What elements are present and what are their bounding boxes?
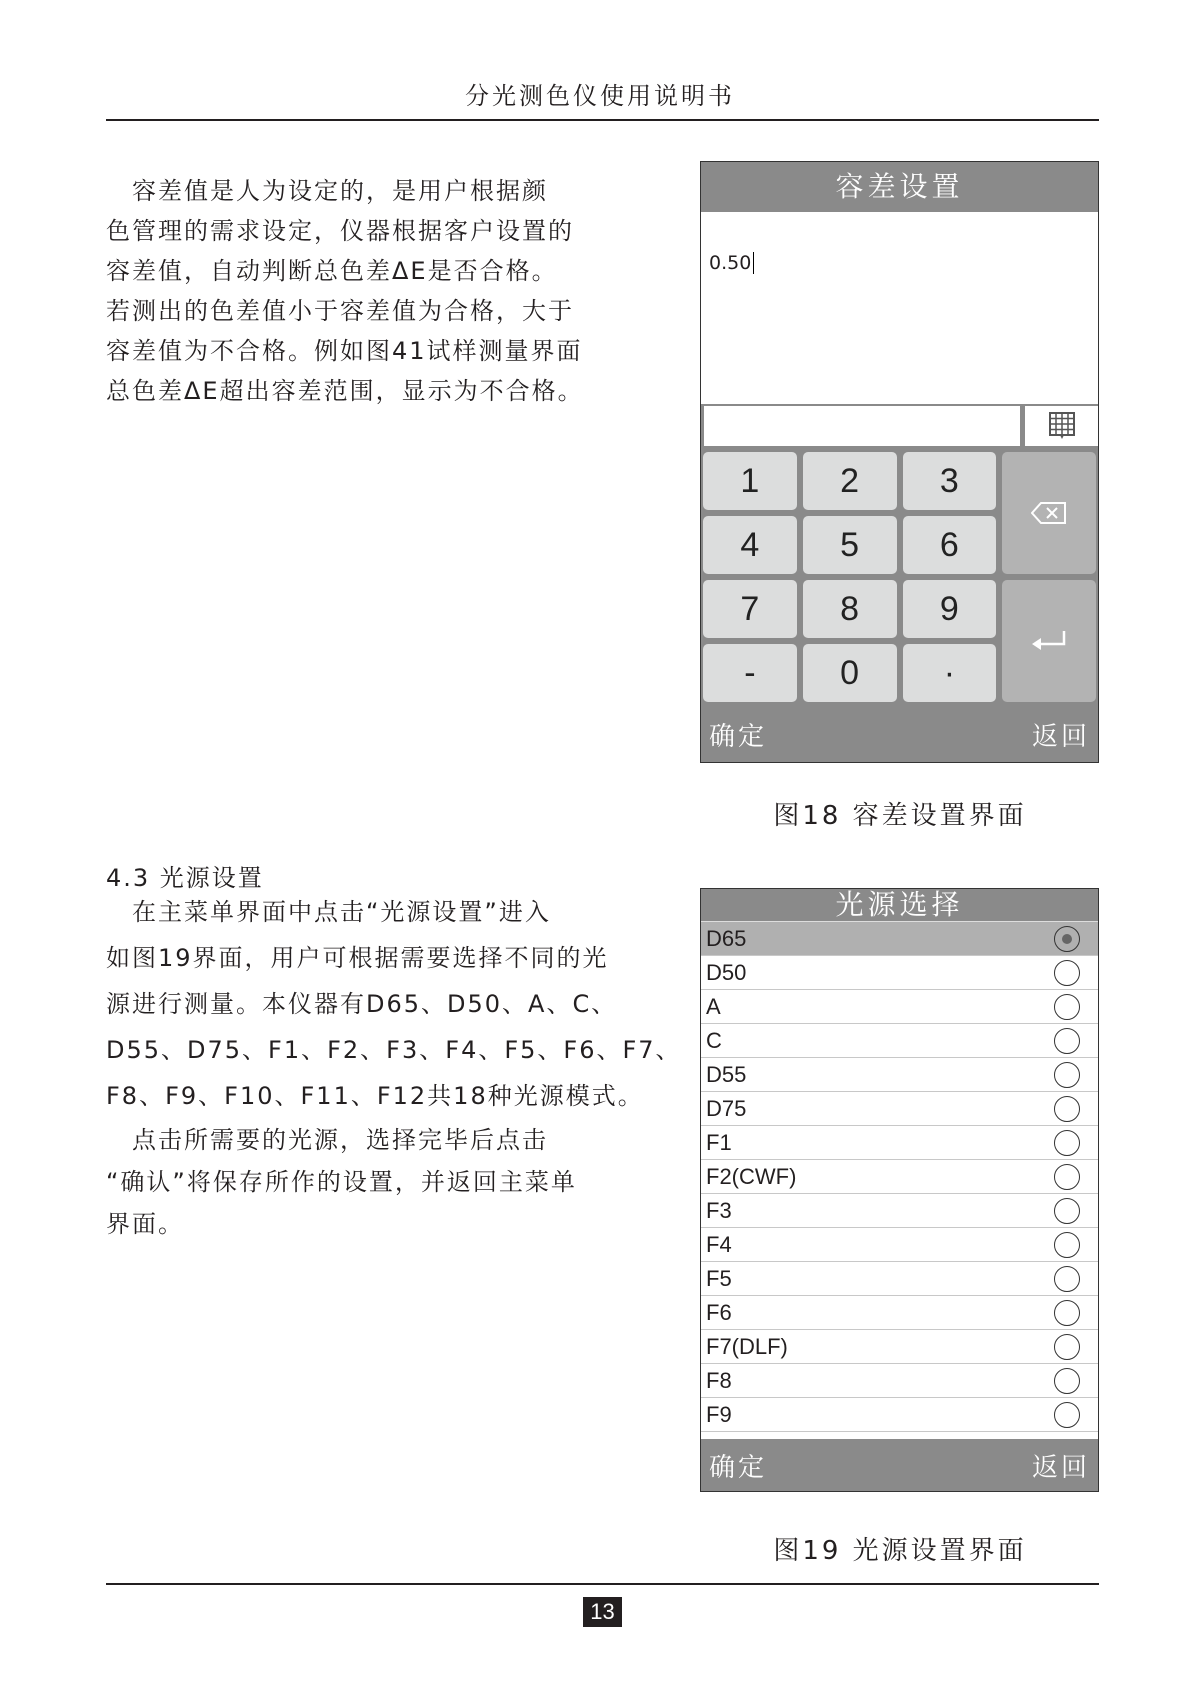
key-5[interactable]: 5 bbox=[803, 516, 897, 574]
tolerance-settings-screen bbox=[700, 161, 1099, 763]
radio-icon[interactable] bbox=[1054, 1028, 1080, 1054]
screen-title: 光源选择 bbox=[701, 889, 1098, 922]
radio-dot bbox=[1062, 934, 1072, 944]
text-line: 容差值为不合格。例如图41试样测量界面 bbox=[106, 337, 583, 365]
key-7[interactable]: 7 bbox=[703, 580, 797, 638]
option-label: D75 bbox=[706, 1095, 747, 1121]
tolerance-value: 0.50 bbox=[709, 252, 754, 274]
text-line: 容差值是人为设定的，是用户根据颜 bbox=[106, 177, 548, 205]
option-label: F6 bbox=[706, 1299, 732, 1325]
back-button[interactable]: 返回 bbox=[1031, 721, 1090, 752]
option-label: D65 bbox=[706, 925, 747, 951]
illuminant-option[interactable] bbox=[701, 990, 1098, 1024]
illuminant-paragraph bbox=[106, 889, 682, 1245]
illuminant-option[interactable] bbox=[701, 1160, 1098, 1194]
option-label: F9 bbox=[706, 1401, 732, 1427]
illuminant-option[interactable] bbox=[701, 1296, 1098, 1330]
keyboard-toggle-button[interactable] bbox=[1025, 406, 1098, 446]
numeric-keypad bbox=[701, 448, 1098, 706]
figure-19-caption: 图19 光源设置界面 bbox=[773, 1536, 1027, 1566]
keyboard-grid-icon bbox=[1049, 412, 1075, 440]
radio-icon[interactable] bbox=[1054, 1130, 1080, 1156]
text-line: 容差值，自动判断总色差ΔE是否合格。 bbox=[106, 257, 558, 285]
radio-icon[interactable] bbox=[1054, 1402, 1080, 1428]
key-1[interactable]: 1 bbox=[703, 452, 797, 510]
header-rule bbox=[106, 119, 1099, 121]
text-line: 在主菜单界面中点击“光源设置”进入 bbox=[106, 898, 551, 926]
key-8[interactable]: 8 bbox=[803, 580, 897, 638]
illuminant-option[interactable] bbox=[701, 922, 1098, 956]
radio-icon[interactable] bbox=[1054, 1368, 1080, 1394]
illuminant-option[interactable] bbox=[701, 1228, 1098, 1262]
text-line: D55、D75、F1、F2、F3、F4、F5、F6、F7、 bbox=[106, 1036, 682, 1064]
section-heading: 4.3 光源设置 bbox=[106, 864, 264, 892]
figure-18-caption: 图18 容差设置界面 bbox=[773, 801, 1027, 831]
illuminant-option[interactable] bbox=[701, 1058, 1098, 1092]
illuminant-list bbox=[701, 922, 1098, 1439]
confirm-button[interactable]: 确定 bbox=[709, 1452, 768, 1483]
option-label: F5 bbox=[706, 1265, 732, 1291]
page-header-title: 分光测色仪使用说明书 bbox=[465, 82, 735, 110]
text-line: 源进行测量。本仪器有D65、D50、A、C、 bbox=[106, 990, 618, 1018]
key-2[interactable]: 2 bbox=[803, 452, 897, 510]
radio-icon[interactable] bbox=[1054, 1198, 1080, 1224]
value-display[interactable] bbox=[701, 212, 1098, 404]
illuminant-option[interactable] bbox=[701, 1330, 1098, 1364]
key-4[interactable]: 4 bbox=[703, 516, 797, 574]
illuminant-select-screen bbox=[700, 888, 1099, 1492]
screen-title: 容差设置 bbox=[835, 170, 964, 203]
option-label: F2(CWF) bbox=[706, 1163, 797, 1189]
illuminant-option[interactable] bbox=[701, 1126, 1098, 1160]
text-line: 总色差ΔE超出容差范围，显示为不合格。 bbox=[106, 377, 584, 405]
radio-icon[interactable] bbox=[1054, 1232, 1080, 1258]
back-button[interactable]: 返回 bbox=[1031, 1452, 1090, 1483]
enter-icon bbox=[1031, 630, 1067, 652]
text-line: 界面。 bbox=[106, 1210, 184, 1238]
illuminant-option[interactable] bbox=[701, 1194, 1098, 1228]
key-dot[interactable]: · bbox=[903, 644, 997, 702]
enter-key[interactable] bbox=[1002, 580, 1096, 702]
text-line: F8、F9、F10、F11、F12共18种光源模式。 bbox=[106, 1082, 644, 1110]
key-3[interactable]: 3 bbox=[903, 452, 997, 510]
tolerance-paragraph bbox=[106, 171, 611, 411]
option-label: F7(DLF) bbox=[706, 1333, 788, 1359]
option-label: F4 bbox=[706, 1231, 732, 1257]
text-line: 点击所需要的光源，选择完毕后点击 bbox=[106, 1126, 548, 1154]
illuminant-option[interactable] bbox=[701, 1092, 1098, 1126]
option-label: A bbox=[706, 993, 721, 1019]
option-label: F3 bbox=[706, 1197, 732, 1223]
illuminant-option[interactable] bbox=[701, 1024, 1098, 1058]
radio-icon[interactable] bbox=[1054, 1334, 1080, 1360]
illuminant-option[interactable] bbox=[701, 1262, 1098, 1296]
backspace-key[interactable] bbox=[1002, 452, 1096, 574]
illuminant-option[interactable] bbox=[701, 1398, 1098, 1432]
radio-icon[interactable] bbox=[1054, 1062, 1080, 1088]
illuminant-option[interactable] bbox=[701, 1364, 1098, 1398]
option-label: C bbox=[706, 1027, 722, 1053]
option-label: F1 bbox=[706, 1129, 732, 1155]
option-label: F8 bbox=[706, 1367, 732, 1393]
text-line: “确认”将保存所作的设置，并返回主菜单 bbox=[106, 1168, 577, 1196]
footer-rule bbox=[106, 1583, 1099, 1585]
key-9[interactable]: 9 bbox=[903, 580, 997, 638]
text-line: 如图19界面，用户可根据需要选择不同的光 bbox=[106, 944, 609, 972]
radio-icon[interactable] bbox=[1054, 994, 1080, 1020]
text-line: 若测出的色差值小于容差值为合格，大于 bbox=[106, 297, 574, 325]
radio-icon[interactable] bbox=[1054, 926, 1080, 952]
confirm-button[interactable]: 确定 bbox=[709, 721, 768, 752]
radio-icon[interactable] bbox=[1054, 1096, 1080, 1122]
option-label: D55 bbox=[706, 1061, 747, 1087]
option-label: D50 bbox=[706, 959, 747, 985]
radio-icon[interactable] bbox=[1054, 1266, 1080, 1292]
key-minus[interactable]: - bbox=[703, 644, 797, 702]
radio-icon[interactable] bbox=[1054, 960, 1080, 986]
page-number: 13 bbox=[583, 1597, 622, 1627]
key-6[interactable]: 6 bbox=[903, 516, 997, 574]
text-line: 色管理的需求设定，仪器根据客户设置的 bbox=[106, 217, 574, 245]
input-field[interactable] bbox=[704, 406, 1020, 446]
radio-icon[interactable] bbox=[1054, 1300, 1080, 1326]
radio-icon[interactable] bbox=[1054, 1164, 1080, 1190]
key-0[interactable]: 0 bbox=[803, 644, 897, 702]
backspace-icon bbox=[1031, 501, 1067, 525]
illuminant-option[interactable] bbox=[701, 956, 1098, 990]
